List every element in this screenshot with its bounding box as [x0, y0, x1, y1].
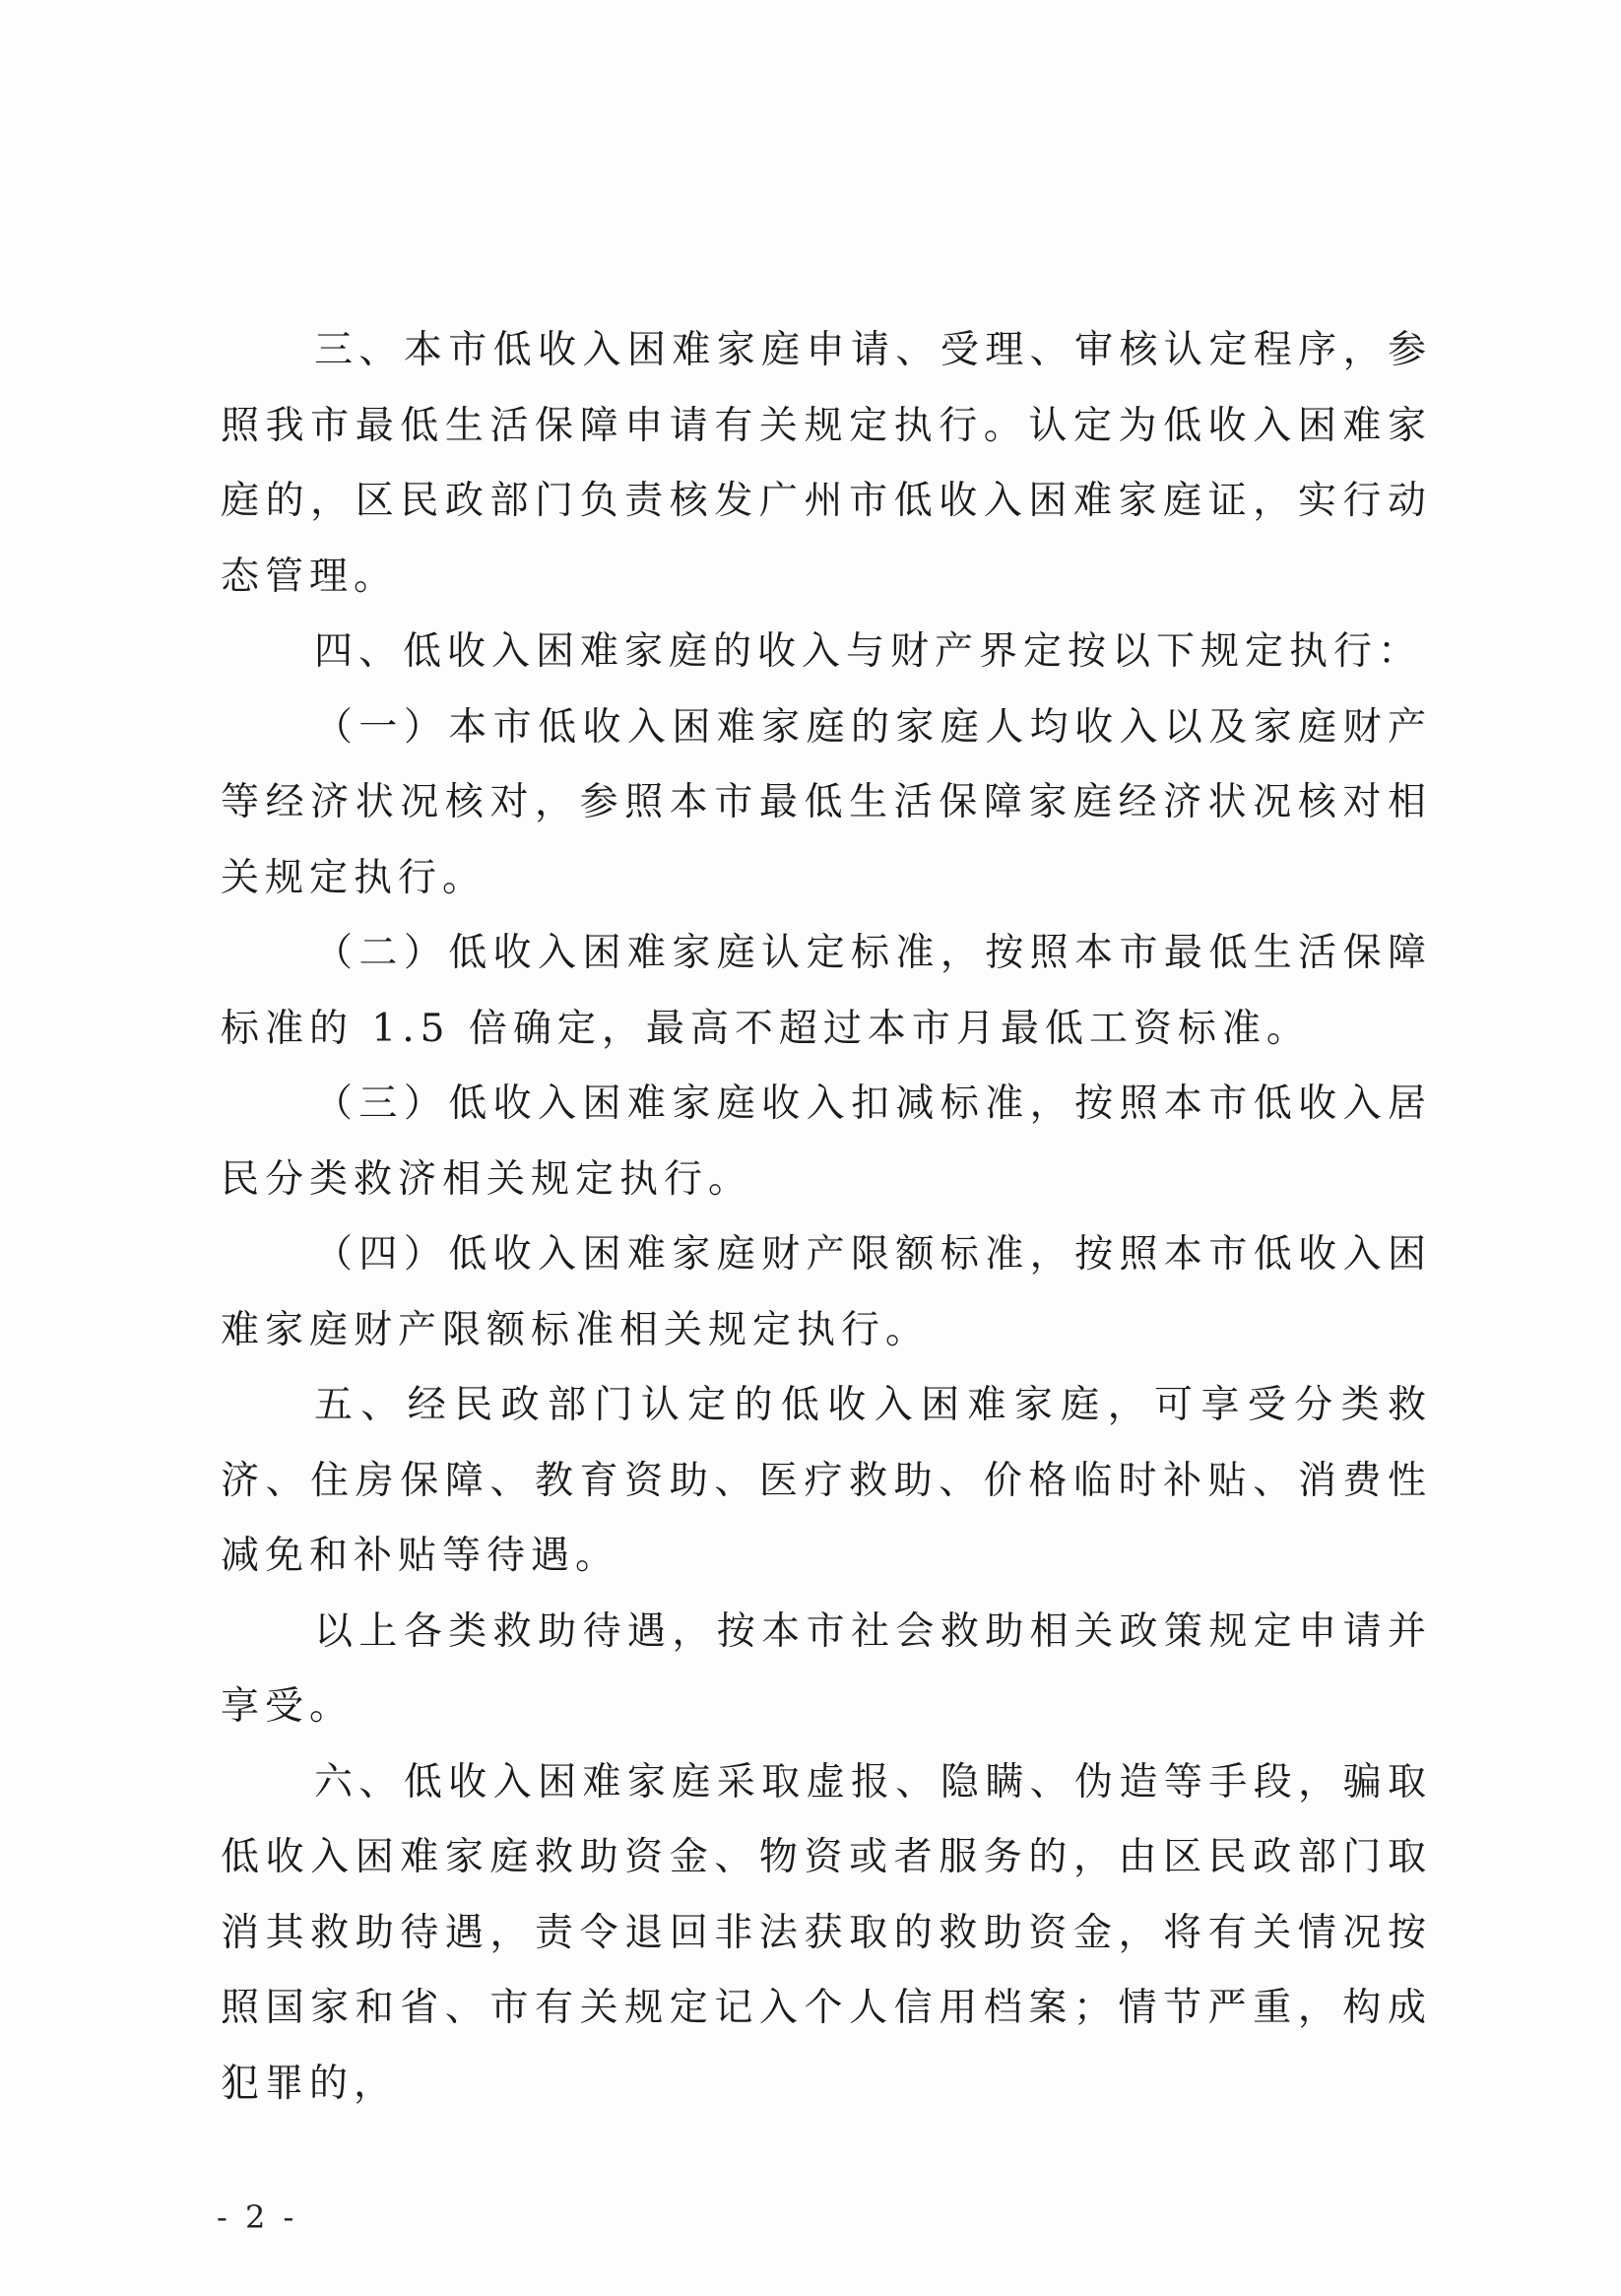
paragraph-section-4-item-4: （四）低收入困难家庭财产限额标准，按照本市低收入困难家庭财产限额标准相关规定执行。 [221, 1232, 1432, 1352]
paragraph-section-3: 三、本市低收入困难家庭申请、受理、审核认定程序，参照我市最低生活保障申请有关规定执行。认定为低收入困难家庭的，区民政部门负责核发广州市低收入困难家庭证，实行动态管理。 [221, 328, 1432, 599]
paragraph-section-5: 五、经民政部门认定的低收入困难家庭，可享受分类救济、住房保障、教育资助、医疗救助、价格临时补贴、消费性减免和补贴等待遇。 [221, 1383, 1432, 1578]
paragraph-section-6: 六、低收入困难家庭采取虚报、隐瞒、伪造等手段，骗取低收入困难家庭救助资金、物资或者服务的，由区民政部门取消其救助待遇，责令退回非法获取的救助资金，将有关情况按照国家和省、市有关规定记入个人信用档案；情节严重，构成犯罪的， [221, 1759, 1432, 2106]
paragraph-section-4-item-3: （三）低收入困难家庭收入扣减标准，按照本市低收入居民分类救济相关规定执行。 [221, 1082, 1432, 1202]
paragraph-section-4-item-1: （一）本市低收入困难家庭的家庭人均收入以及家庭财产等经济状况核对，参照本市最低生活保障家庭经济状况核对相关规定执行。 [221, 704, 1432, 900]
paragraph-section-4-item-2: （二）低收入困难家庭认定标准，按照本市最低生活保障标准的 1.5 倍确定，最高不超过本市月最低工资标准。 [221, 931, 1432, 1051]
page-number: - 2 - [217, 2198, 298, 2236]
paragraph-section-4: 四、低收入困难家庭的收入与财产界定按以下规定执行： [314, 629, 1423, 674]
paragraph-section-5-note: 以上各类救助待遇，按本市社会救助相关政策规定申请并享受。 [221, 1608, 1432, 1729]
document-body [221, 313, 1432, 2122]
